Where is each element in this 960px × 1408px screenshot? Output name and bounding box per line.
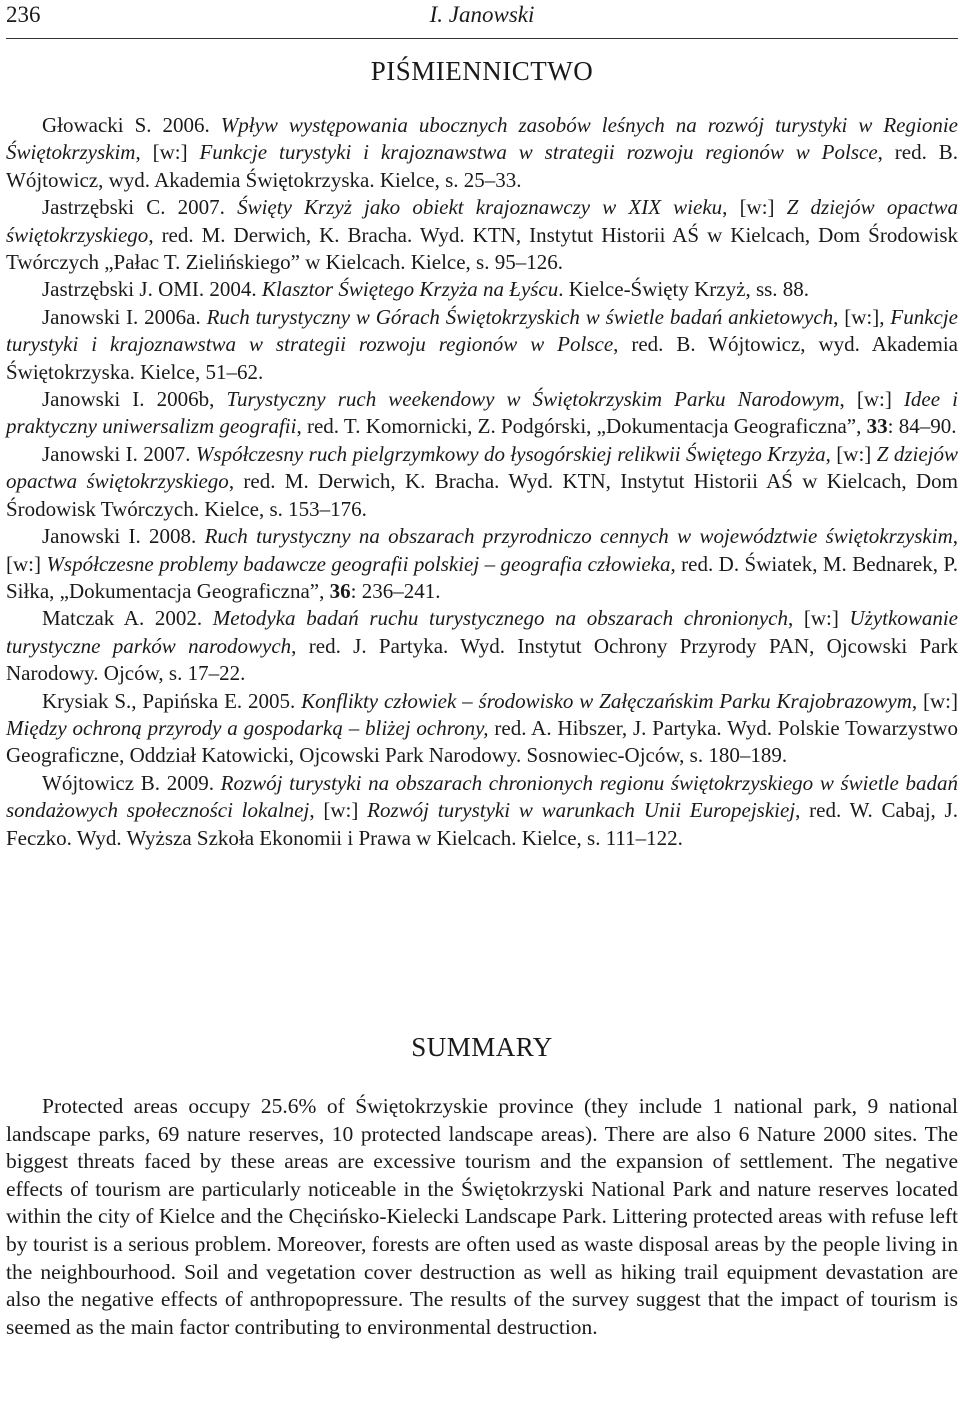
reference-entry: Matczak A. 2002. Metodyka badań ruchu turystycznego na obszarach chronionych, [w:] Użytkowanie turystyczne parków narodowych, red. J. Partyka. Wyd. Instytut Ochrony Przyrody PAN, Ojcowski Park Narodowy. Ojców, s. 17–22. xyxy=(6,606,958,686)
reference-entry: Janowski I. 2008. Ruch turystyczny na obszarach przyrodniczo cennych w województwie świętokrzyskim, [w:] Współczesne problemy badawcze geografii polskiej – geografia człowieka, red. D. Światek, M. Bednarek, P. Siłka, „Dokumentacja Geograficzna”, 36: 236–241. xyxy=(6,524,959,603)
reference-entry: Jastrzębski C. 2007. Święty Krzyż jako obiekt krajoznawczy w XIX wieku, [w:] Z dziejów opactwa świętokrzyskiego, red. M. Derwich, K. Bracha. Wyd. KTN, Instytut Historii AŚ w Kielcach, Dom Środowisk Twórczych „Pałac T. Zielińskiego” w Kielcach. Kielce, s. 95–126. xyxy=(6,195,958,275)
references-list xyxy=(6,112,958,852)
summary-paragraph: Protected areas occupy 25.6% of Świętokrzyskie province (they include 1 national park, 9 national landscape parks, 69 nature reserves, 10 protected landscape areas). There are also 6 Nature 2000 sites. The biggest threats faced by these areas are excessive tourism and the expansion of settlement. The negative effects of tourism are particularly noticeable in the Świętokrzyski National Park and nature reserves located within the city of Kielce and the Chęcińsko-Kielecki Landscape Park. Littering protected areas with refuse left by tourist is a serious problem. Moreover, forests are often used as waste disposal areas by the people living in the neighbourhood. Soil and vegetation cover destruction as well as hiking trail equipment devastation are also the negative effects of anthropopressure. The results of the survey suggest that the impact of tourism is seemed as the main factor contributing to environmental destruction. xyxy=(6,1094,958,1339)
reference-entry: Wójtowicz B. 2009. Rozwój turystyki na obszarach chronionych regionu świętokrzyskiego w świetle badań sondażowych społeczności lokalnej, [w:] Rozwój turystyki w warunkach Unii Europejskiej, red. W. Cabaj, J. Feczko. Wyd. Wyższa Szkoła Ekonomii i Prawa w Kielcach. Kielce, s. 111–122. xyxy=(6,770,958,850)
page-number: 236 xyxy=(6,2,41,27)
header-rule xyxy=(6,38,958,39)
reference-entry: Głowacki S. 2006. Wpływ występowania ubocznych zasobów leśnych na rozwój turystyki w Regionie Świętokrzyskim, [w:] Funkcje turystyki i krajoznawstwa w strategii rozwoju regionów w Polsce, red. B. Wójtowicz, wyd. Akademia Świętokrzyska. Kielce, s. 25–33. xyxy=(6,113,958,192)
running-head xyxy=(6,0,958,34)
reference-entry: Janowski I. 2006a. Ruch turystyczny w Górach Świętokrzyskich w świetle badań ankietowych, [w:], Funkcje turystyki i krajoznawstwa w strategii rozwoju regionów w Polsce, red. B. Wójtowicz, wyd. Akademia Świętokrzyska. Kielce, 51–62. xyxy=(6,304,958,384)
reference-entry: Janowski I. 2007. Współczesny ruch pielgrzymkowy do łysogórskiej relikwii Świętego Krzyża, [w:] Z dziejów opactwa świętokrzyskiego, red. M. Derwich, K. Bracha. Wyd. KTN, Instytut Historii AŚ w Kielcach, Dom Środowisk Twórczych. Kielce, s. 153–176. xyxy=(6,441,959,521)
reference-entry: Jastrzębski J. OMI. 2004. Klasztor Świętego Krzyża na Łyścu. Kielce-Święty Krzyż, ss. 88. xyxy=(42,277,810,302)
running-title: I. Janowski xyxy=(429,2,535,27)
reference-entry: Janowski I. 2006b, Turystyczny ruch weekendowy w Świętokrzyskim Parku Narodowym, [w:] Idee i praktyczny uniwersalizm geografii, red. T. Komornicki, Z. Podgórski, „Dokumentacja Geograficzna”, 33: 84–90. xyxy=(6,387,958,439)
summary-heading: SUMMARY xyxy=(411,1032,553,1062)
reference-entry: Krysiak S., Papińska E. 2005. Konflikty człowiek – środowisko w Załęczańskim Parku Krajobrazowym, [w:] Między ochroną przyrody a gospodarką – bliżej ochrony, red. A. Hibszer, J. Partyka. Wyd. Polskie Towarzystwo Geograficzne, Oddział Katowicki, Ojcowski Park Narodowy. Sosnowiec-Ojców, s. 180–189. xyxy=(6,688,958,768)
references-heading: PIŚMIENNICTWO xyxy=(370,56,594,86)
